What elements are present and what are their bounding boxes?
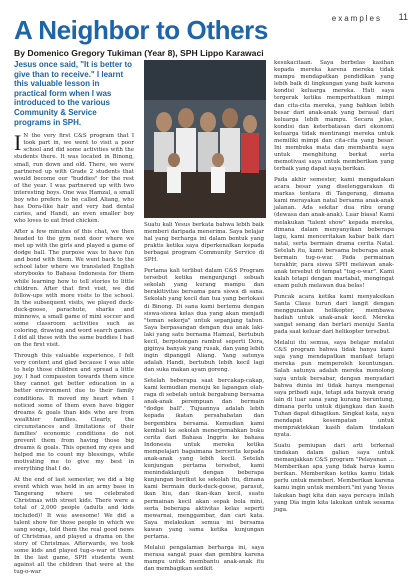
photo-illustration bbox=[144, 60, 266, 218]
group-photo bbox=[144, 60, 266, 218]
paragraph: After a few minutes of this chat, we then headed to the gym next door where we met up with the girls and played a game of dodge ball. The purpose was to have fun and bond with them. We went back to the school later where we translated English storybooks to Bahasa Indonesia for them while learning how to tell stories to little children. After that first visit, we did follow-ups with more visits to the school. In the subsequent visits, we played duck-duck-goose, parachute, sharks and minnows, a small game of mini soccer and some classroom activities such as coloring, drawing and word search games. I did all these with the same buddies I had on the first visit. bbox=[14, 228, 134, 349]
article-title: A Neighbor to Others bbox=[14, 15, 268, 45]
paragraph: Pada akhir semester, kami mengadakan acara besar yang diselenggarakan di markas tentara di Tangerang, dimana kami merayakan natal bersama anak-anak jalanan. Ada sekitar dua ribu orang (dewasa dan anak-anak). Luar biasa! Kami melakukan "talent show" kepada mereka, dimana dalam menyanyikan beberapa lagu, kami menceritakan kabar baik dari natal, serta bermain drama cerita Natal. Setelah itu, kami bersama beberapa anak bermain tug-o-war. Pada permainan terakhir, para siswa SPH melawan anak-anak tersebut di tempat "tug-o-war". Kami kalah tetapi dengan martabat, mengingat enam puluh melawan dua belas! bbox=[274, 177, 394, 290]
byline-author: By Domenico Gregory Tukiman (Year 8), bbox=[14, 48, 178, 58]
column-2 bbox=[144, 222, 264, 577]
paragraph: Suatu pemiupan dari arti terkenal tindakan dalam galian saya untuk memanjakkan C&S program "Pelayanan ... Memberikan apa yang tidak harus kamu berikan. Memberikan ketika kamu tidak perlu untuk memberi. Memberikan karena kamu ingin untuk memberi."ini yang Yesus lakukan bagi kita dan saya percaya inilah yang Dia ingin kita lakukan untuk sesama juga. bbox=[274, 442, 394, 513]
paragraph: Setelah beberapa saat bercakap-cakap, kami kemudian menuju ke lapangan olah-raga di sebelah untuk bergabung bersama anak-anak perempuan dan bermain "dodge ball". Tujuannya adalah lebih kepada ikatan persahabatan dan bergembira bersama. Kemudian kami kembali ke sekolah menerjemahkan buku cerita dari Bahasa Inggris ke bahasa Indonesia untuk mereka ketika mempelajari bagaimana bercerita kepada anak-anak yang lebih kecil. Setelah kunjungan pertama tersebut, kami menindaklanjuti dengan beberapa kunjungan berikut ke sekolah itu, dimana kami bermain duck-duck-goose, parasut, ikan hiu, dan ikan-ikan kecil, suatu permainan kecil akan sepak bola mini, serta beberapa aktivitas kelas seperti mewarnai, menggambar, dan cari kata. Saya melakukan semua ini bersama kawan yang sama ketika kunjungan pertama. bbox=[144, 377, 264, 541]
section-label: examples bbox=[331, 14, 382, 23]
paragraph-text: N the very first C&S program that I took part in, we went to visit a poor school and did some activities with the students there. It was located in Binong, small, run down and old. There, we were partnered up with Grade 2 students that would become our "buddies" for the rest of the year. I was partnered up with two interesting boys. One was Hamzal, a small boy who prefers to be called Aliang, who has Dora-like hair and very bad dental caries, and Handi, an even smaller boy who loves to eat fried chicken. bbox=[14, 133, 134, 225]
lead-paragraph: Jesus once said, "It is better to give than to receive." I learnt this valuable lesson in practical form when I was introduced to the various Community & Service programs in SPH. bbox=[14, 60, 133, 127]
page-number: 11 bbox=[398, 12, 408, 22]
paragraph: Through this valuable experience, I felt very content and glad because I was able to help those children and spread a little joy. I had compassion towards them since they cannot get better education in a better environment due to their family conditions. It moved my heart when I noticed some of them even have bigger dreams & goals than kids who are from wealthier families. Clearly, the circumstances and limitations of their families' economic conditions do not prevent them from having those big dreams & goals. This opened my eyes and helped me to count my blessings, while motivating me to give my best in everything that I do. bbox=[14, 352, 134, 473]
paragraph: Suatu kali Yesus berkata bahwa lebih baik memberi daripada menerima. Saya belajar hal yang berharga ini dalam bentuk yang praktis ketika saya diperkenalkan kepada berbagai program Community Service di SPH. bbox=[144, 222, 264, 264]
paragraph: Melalui pengalaman berharga ini, saya merasa sangat puas dan gembira karena mampu untuk membantu anak-anak itu dan membagikan sedikit bbox=[144, 544, 264, 572]
paragraph: Melalui itu semua, saya belajar melalui C&S program bahwa tidak hanya kami saja yang mendapatkan manfaat tetapi mereka pun memperoleh keuntungan. Salah satunya adalah mereka menolong saya untuk bersabar, dengan menyadari bahwa dunia ini tidak hanya mengenai saya pribadi saja, tetapi ada banyak orang lain di luar sana yang kurang beruntung, dimana perlu untuk dijangkau dan kasih Tuhan dapat dibagikan. Singkat kata, saya mendapat kesempatan untuk mempraktekkan kasih dalam tindakan nyata. bbox=[274, 340, 394, 439]
drop-cap: I bbox=[14, 130, 22, 156]
paragraph: kesukacitaan. Saya berbelas kasihan kepada mereka karena mereka tidak mampu mendapatkan pendidikan yang lebih baik di lingkungan yang baik karena kondisi keluarga mereka. Hati saya tergerak ketika memperhatikan mimpi dan cita-cita mereka, yang bahkan lebih besar dari anak-anak yang berasal dari keluarga lebih mampu. Secara jelas, kondisi dan keterbatasan dari ekonomi keluarga tidak mentirangi mereka untuk memiliki mimpi dan cita-cita yang besar. Ini membuka mata dan membantu saya untuk menghitung berkat serta memotivasi saya untuk memberikan yang terbaik yang dapat saya berikan. bbox=[274, 60, 394, 173]
byline bbox=[14, 48, 264, 58]
paragraph: At the end of last semester, we did a big event which was held in an army base in Tangerang where we celebrated Christmas with street kids. There were a total of 2,000 people (adults and kids included)! It was awesome! We did a talent show for those people in which we sang songs, told them the real good news of Christmas, and played a drama on the story of Christmas. Afterwards, we took some kids and played tug-o-war of them. In the last game, SPH students went against all the children that were at the tug-o-war bbox=[14, 477, 134, 576]
column-1 bbox=[14, 60, 134, 580]
byline-school: SPH Lippo Karawaci bbox=[180, 48, 264, 58]
column-3 bbox=[274, 60, 394, 517]
paragraph: Puncak acara ketika kami menyaksikan Santa Claus turun dari langit dengan menggunakan helikopter, membawa hadiah untuk anak-anak kecil. Mereka sangat senang dan berlari menuju Santa pada saat keluar dari helikopter tersebut. bbox=[274, 294, 394, 336]
paragraph: Pertama kali terlibat dalam C&S Program tersebut ketika mengunjungi sebuah sekolah yang kurang mampu dan berakitivitas bersama para siswa di sana. Sekolah yang kecil dan tua yang berlokasi di Binong. Di sana kami bertemu dengan siswa-siswa kelas dua yang akan menjadi "teman sekerja" untuk sepanjang tahun. Saya berpasangan dengan dua anak laki-laki yang satu bernama Hamzal, bertubuh kecil, berpotongan rambut seperti Dora, giginya banyak yang rusak, dan yang lebih ingin dipanggil Aliang. Yang satunya adalah Handi, bertubuh lebih kecil lagi dan suka makan ayam goreng. bbox=[144, 268, 264, 374]
paragraph bbox=[14, 130, 134, 225]
